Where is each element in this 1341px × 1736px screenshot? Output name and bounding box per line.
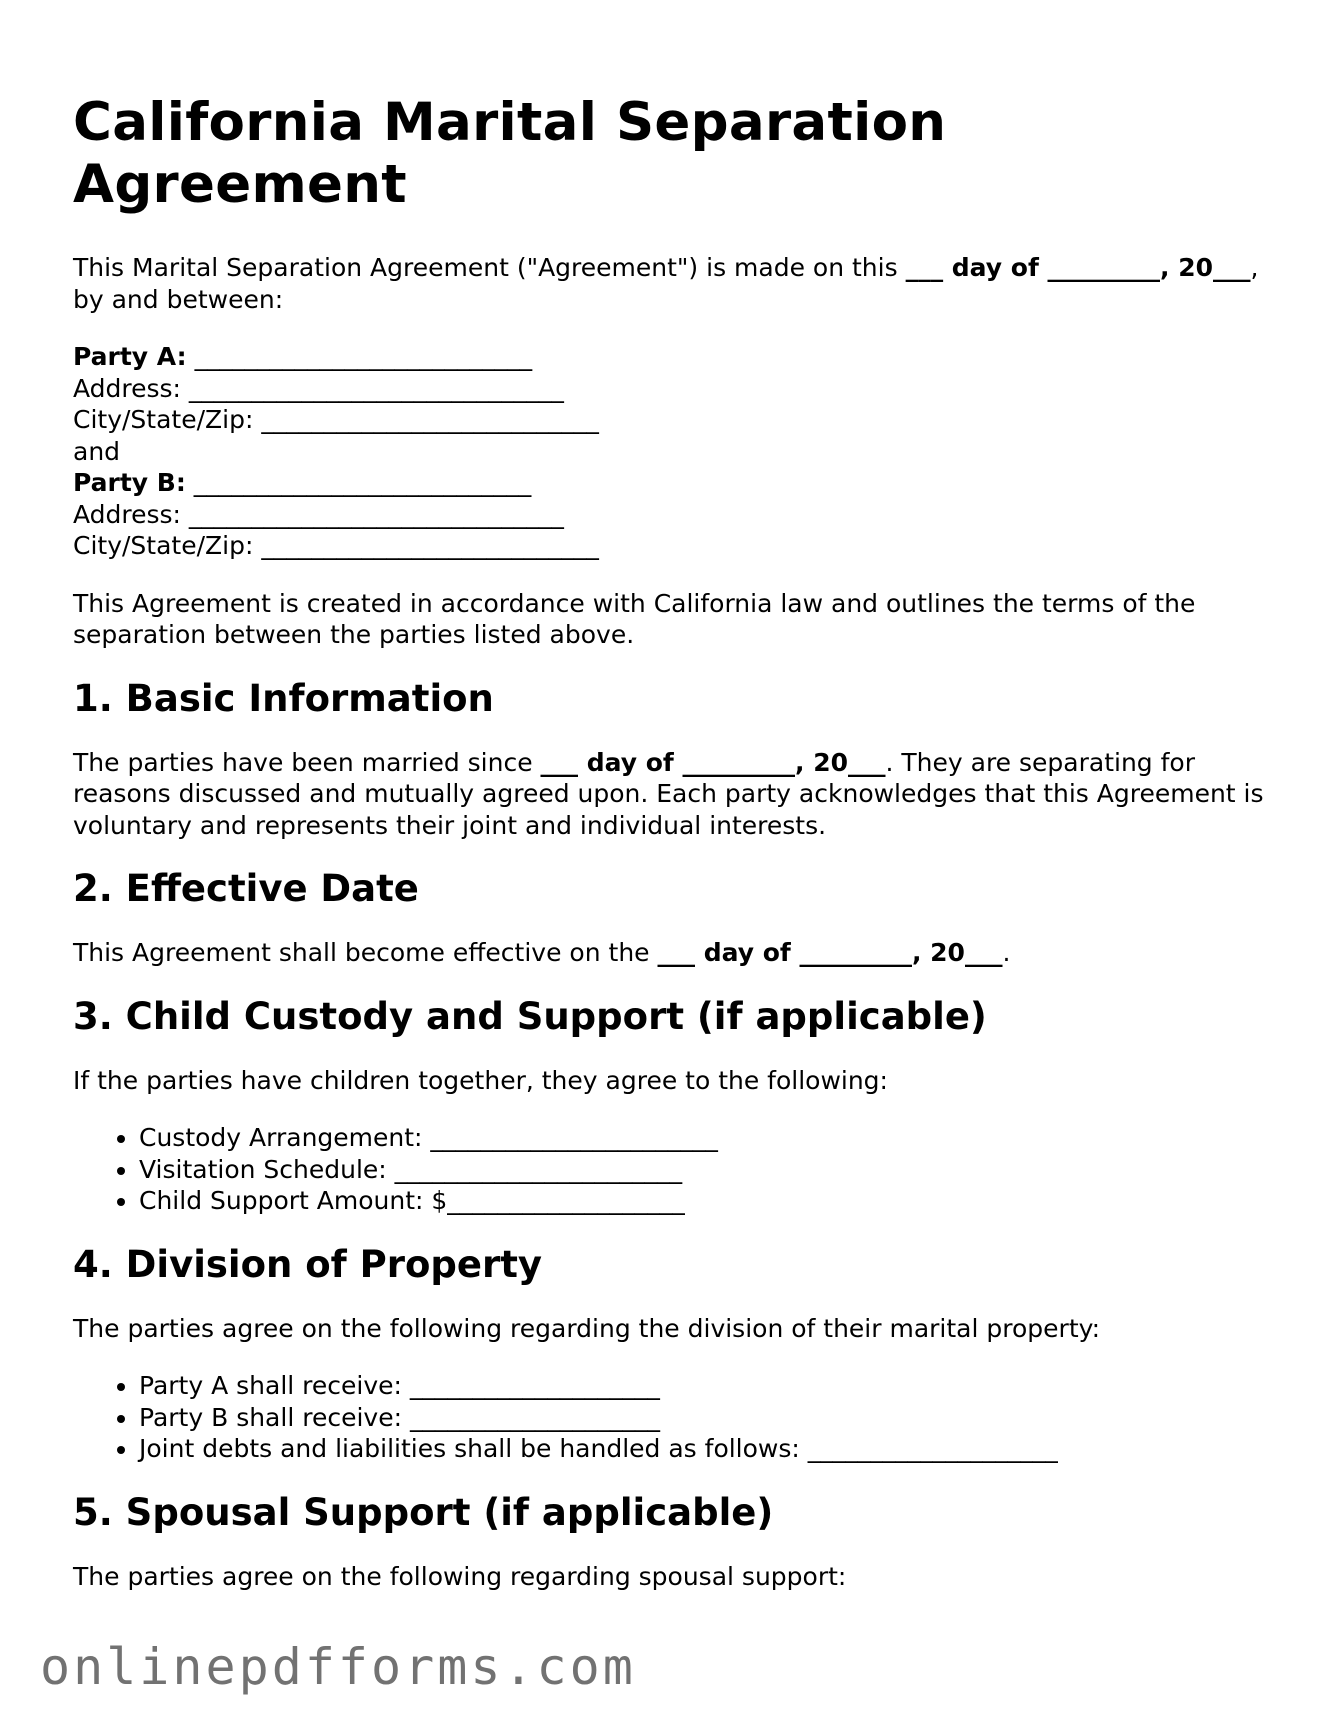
property-intro: The parties agree on the following regarding the division of their marital property:: [73, 1313, 1101, 1343]
section-heading-basic: 1. Basic Information: [73, 676, 494, 720]
party-a-label: Party A:: [73, 342, 187, 371]
party-b-line: [73, 467, 1273, 499]
custody-intro: If the parties have children together, they agree to the following:: [73, 1065, 888, 1095]
effective-text-end: .: [1002, 938, 1011, 967]
basic-date-blank: ___ day of _________, 20___: [540, 747, 886, 777]
effective-text-start: This Agreement shall become effective on the: [73, 938, 658, 967]
party-b-label: Party B:: [73, 468, 186, 497]
list-item: • Joint debts and liabilities shall be handled as follows: ____________________: [139, 1433, 1273, 1465]
accordance-paragraph: This Agreement is created in accordance with California law and outlines the terms of the separation between the parties listed above.: [73, 588, 1196, 649]
section-heading-effective: 2. Effective Date: [73, 867, 419, 910]
party-b-blank: ___________________________: [185, 468, 532, 497]
party-b-address: Address: ______________________________: [73, 499, 564, 529]
party-b-city: City/State/Zip: ___________________________: [73, 531, 599, 560]
intro-paragraph: [73, 252, 1273, 315]
list-item: • Visitation Schedule: _______________________: [139, 1154, 1273, 1186]
and-connector: and: [73, 436, 121, 466]
parties-block: [73, 341, 1273, 562]
spousal-intro: The parties agree on the following regarding spousal support:: [73, 1561, 847, 1591]
party-a-address: Address: ______________________________: [73, 373, 564, 403]
intro-text-start: This Marital Separation Agreement ("Agreement") is made on this: [73, 253, 906, 282]
list-item: • Party A shall receive: ____________________: [139, 1370, 1273, 1402]
document-page: [73, 92, 1273, 1618]
intro-date-blank: ___ day of _________, 20___: [905, 253, 1251, 282]
custody-list: [73, 1122, 1273, 1217]
list-item: • Party B shall receive: ____________________: [139, 1402, 1273, 1434]
basic-paragraph: [73, 747, 1273, 842]
list-item: • Custody Arrangement: _______________________: [139, 1122, 1273, 1154]
list-item: • Child Support Amount: $___________________: [139, 1185, 1273, 1217]
effective-paragraph: [73, 937, 1273, 969]
property-list: [73, 1370, 1273, 1465]
intro-text-end: , by and between:: [73, 253, 1259, 314]
basic-text-start: The parties have been married since: [73, 747, 541, 777]
section-heading-custody: 3. Child Custody and Support (if applicable): [73, 994, 987, 1038]
party-a-line: [73, 341, 1273, 373]
party-a-blank: ___________________________: [186, 342, 533, 371]
basic-text-end: . They are separating for reasons discussed and mutually agreed upon. Each party acknowledges that this Agreement is voluntary and represents their joint and individual interests.: [73, 747, 1264, 840]
section-heading-property: 4. Division of Property: [73, 1242, 543, 1286]
party-a-city: City/State/Zip: ___________________________: [73, 405, 599, 434]
document-title: California Marital Separation Agreement: [73, 92, 947, 215]
watermark: onlinepdfforms.com: [40, 1638, 636, 1696]
section-heading-spousal: 5. Spousal Support (if applicable): [73, 1490, 774, 1534]
effective-date-blank: ___ day of _________, 20___: [657, 938, 1003, 967]
